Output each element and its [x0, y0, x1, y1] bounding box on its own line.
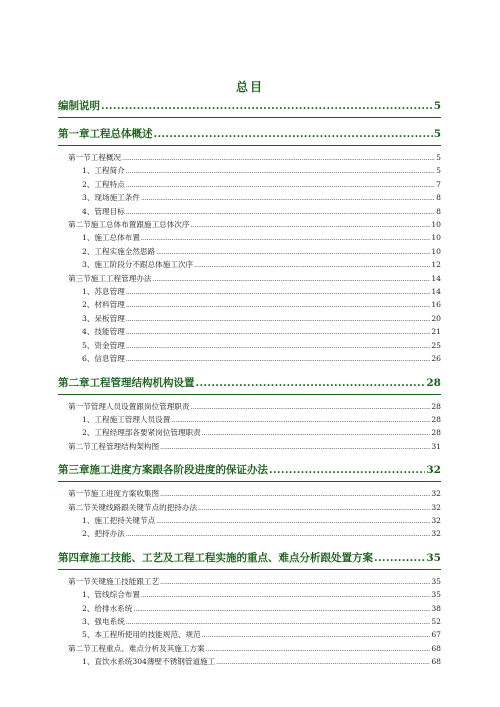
toc-entry-title: 2、工程实施全然思路 [82, 246, 156, 256]
toc-subsection-entry[interactable] [58, 629, 441, 642]
toc-page-number: 35 [431, 576, 441, 586]
toc-dot-leader [126, 299, 431, 312]
toc-dot-leader [122, 152, 435, 165]
toc-dot-leader [126, 165, 435, 178]
toc-page-number: 14 [431, 287, 441, 297]
toc-page-number: 28 [431, 428, 441, 438]
toc-entry-title: 第二章工程管理结构机构设置 [58, 376, 195, 389]
toc-entry-title: 1、工程施工管理人员设置 [82, 414, 171, 424]
toc-entry-title: 1、苏息管理 [82, 287, 125, 297]
toc-entry-title: 2、材料管理 [82, 300, 125, 310]
toc-dot-leader [126, 326, 431, 339]
toc-page-number: 7 [436, 179, 441, 189]
toc-page-number: 31 [431, 441, 441, 451]
toc-dot-leader [126, 179, 435, 192]
toc-chapter-entry[interactable] [58, 464, 441, 477]
toc-entry-title: 第二节工程管理结构架构图 [68, 441, 160, 451]
toc-subsection-entry[interactable] [58, 340, 441, 353]
toc-subsection-entry[interactable] [58, 286, 441, 299]
toc-entry-title: 3、强电系统 [82, 616, 125, 626]
toc-page-number: 28 [426, 376, 441, 389]
chapter-divider [58, 117, 441, 118]
toc-page-number: 32 [431, 489, 441, 499]
toc-entry-title: 1、管线综合布置 [82, 590, 140, 600]
toc-subsection-entry[interactable] [58, 313, 441, 326]
toc-page-number: 8 [436, 193, 441, 203]
toc-page-number: 21 [431, 327, 441, 337]
toc-entry-title: 第一节关键施工技能跟工艺 [68, 576, 160, 586]
toc-dot-leader [141, 232, 430, 245]
toc-page-number: 20 [431, 313, 441, 323]
toc-entry-title: 3、呆板管理 [82, 313, 125, 323]
toc-page-number: 52 [431, 616, 441, 626]
toc-entry-title: 2、把持办法 [82, 529, 125, 539]
toc-page-number: 67 [431, 630, 441, 640]
toc-entry-title: 第一节施工进度方案收集图 [68, 489, 160, 499]
toc-page-number: 32 [431, 529, 441, 539]
toc-section-entry[interactable] [58, 273, 441, 286]
toc-entry-title: 4、技能管理 [82, 327, 125, 337]
toc-entry-title: 第一节工程概况 [68, 153, 122, 162]
toc-chapter-entry[interactable] [58, 100, 441, 113]
toc-dot-leader [154, 128, 433, 141]
toc-entry-title: 第二节工程重点、难点分析及其施工方案 [68, 643, 205, 653]
toc-dot-leader [171, 414, 430, 427]
toc-entry-title: 6、信息管理 [82, 354, 125, 364]
toc-entry-title: 4、管理目标 [82, 206, 125, 216]
toc-dot-leader [194, 259, 430, 272]
toc-entry-title: 第一章工程总体概述 [58, 128, 153, 140]
toc-subsection-entry[interactable] [58, 259, 441, 272]
toc-page-number: 35 [431, 590, 441, 600]
toc-section-entry[interactable] [58, 219, 441, 232]
toc-subsection-entry[interactable] [58, 299, 441, 312]
toc-entry-title: 5、资金管理 [82, 340, 125, 350]
toc-dot-leader [160, 441, 430, 454]
toc-dot-leader [141, 589, 430, 602]
toc-page-number: 68 [431, 643, 441, 653]
chapter-divider [58, 569, 441, 570]
toc-chapter-entry[interactable] [58, 377, 441, 390]
page-title: 总目 [235, 80, 264, 94]
toc-page-number: 10 [431, 246, 441, 256]
toc-dot-leader [202, 629, 431, 642]
toc-entry-title: 第三章施工进度方案跟各阶段进度的保证办法 [58, 464, 268, 477]
toc-page-number: 10 [431, 220, 441, 230]
toc-dot-leader [160, 576, 430, 589]
toc-entry-title: 3、施工阶段分不跟总体施工次序 [82, 260, 194, 270]
toc-subsection-entry[interactable] [58, 656, 441, 669]
toc-section-entry[interactable] [58, 441, 441, 454]
toc-page-number: 28 [431, 414, 441, 424]
toc-subsection-entry[interactable] [58, 528, 441, 541]
toc-entry-title: 第三节施工工程管理办法 [68, 273, 152, 283]
toc-dot-leader [141, 192, 435, 205]
toc-entry-title: 5、本工程所使用的技能规范、规范 [82, 630, 201, 640]
toc-page-number: 28 [431, 401, 441, 411]
toc-dot-leader [269, 464, 425, 477]
toc-subsection-entry[interactable] [58, 165, 441, 178]
toc-dot-leader [191, 401, 431, 414]
toc-page-number: 8 [436, 206, 441, 216]
toc-dot-leader [126, 313, 431, 326]
toc-section-entry[interactable] [58, 576, 441, 589]
toc-entry-title: 第四章施工技能、工艺及工程工程实施的重点、难点分析跟处置方案 [58, 551, 373, 564]
toc-dot-leader [126, 286, 431, 299]
toc-page-number: 25 [431, 340, 441, 350]
toc-subsection-entry[interactable] [58, 206, 441, 219]
toc-page-number: 35 [426, 551, 441, 564]
toc-page-number: 12 [431, 260, 441, 270]
toc-subsection-entry[interactable] [58, 179, 441, 192]
toc-entry-title: 2、工程经理部各要紧岗位管理职责 [82, 428, 201, 438]
toc-subsection-entry[interactable] [58, 515, 441, 528]
toc-dot-leader [126, 353, 431, 366]
toc-dot-leader [126, 206, 435, 219]
toc-dot-leader [101, 100, 433, 113]
toc-subsection-entry[interactable] [58, 427, 441, 440]
toc-page-number: 5 [436, 166, 441, 176]
toc-page-number: 5 [436, 153, 441, 162]
toc-entry-title: 1、直饮水系统304薄壁不锈钢管道施工 [82, 657, 216, 667]
toc-page-number: 38 [431, 603, 441, 613]
toc-chapter-entry[interactable] [58, 128, 441, 141]
toc-section-entry[interactable] [58, 488, 441, 501]
toc-dot-leader [198, 502, 430, 515]
toc-dot-leader [126, 616, 431, 629]
toc-page-number: 14 [431, 273, 441, 283]
toc-dot-leader [196, 377, 426, 390]
chapter-divider [58, 145, 441, 146]
toc-dot-leader [126, 340, 431, 353]
toc-page-number: 5 [433, 100, 441, 112]
toc-page-number: 5 [433, 128, 441, 140]
toc-entry-title: 2、给排水系统 [82, 603, 133, 613]
toc-dot-leader [216, 656, 430, 669]
toc-entry-title: 第二节施工总体布置跟施工总体次序 [68, 220, 190, 230]
toc-entry-title: 1、施工把持关键节点 [82, 515, 156, 525]
toc-dot-leader [191, 219, 431, 232]
chapter-divider [58, 481, 441, 482]
toc-section-entry[interactable] [58, 401, 441, 414]
toc-page-number: 32 [426, 464, 441, 477]
toc-page-number: 68 [431, 657, 441, 667]
toc-entry-title: 3、现场施工条件 [82, 193, 140, 203]
toc-dot-leader [153, 273, 431, 286]
toc-entry-title: 2、工程特点 [82, 179, 125, 189]
toc-entry-title: 1、工程简介 [82, 166, 125, 176]
toc-subsection-entry[interactable] [58, 232, 441, 245]
toc-subsection-entry[interactable] [58, 326, 441, 339]
chapter-divider [58, 394, 441, 395]
toc-subsection-entry[interactable] [58, 589, 441, 602]
toc-dot-leader [156, 515, 430, 528]
toc-dot-leader [133, 603, 430, 616]
toc-section-entry[interactable] [58, 152, 441, 165]
toc-section-entry[interactable] [58, 502, 441, 515]
toc-subsection-entry[interactable] [58, 246, 441, 259]
toc-subsection-entry[interactable] [58, 192, 441, 205]
toc-entry-title: 第二节关键线路跟关键节点的把持办法 [68, 502, 198, 512]
toc-chapter-entry[interactable] [58, 552, 441, 565]
toc-dot-leader [160, 488, 430, 501]
toc-page-number: 10 [431, 233, 441, 243]
toc-page-number: 32 [431, 515, 441, 525]
toc-section-entry[interactable] [58, 643, 441, 656]
toc-subsection-entry[interactable] [58, 353, 441, 366]
toc-entry-title: 1、施工总体布置 [82, 233, 140, 243]
toc-entry-title: 编制说明 [58, 100, 100, 112]
toc-subsection-entry[interactable] [58, 414, 441, 427]
toc-dot-leader [156, 246, 430, 259]
toc-subsection-entry[interactable] [58, 603, 441, 616]
toc-subsection-entry[interactable] [58, 616, 441, 629]
toc-dot-leader [126, 528, 431, 541]
toc-page-number: 26 [431, 354, 441, 364]
toc-dot-leader [374, 552, 425, 565]
toc-entry-title: 第一节管理人员设置跟岗位管理职责 [68, 401, 190, 411]
toc-page-number: 16 [431, 300, 441, 310]
toc-page-number: 32 [431, 502, 441, 512]
toc-dot-leader [202, 427, 431, 440]
toc-dot-leader [206, 643, 431, 656]
table-of-contents [58, 96, 441, 670]
